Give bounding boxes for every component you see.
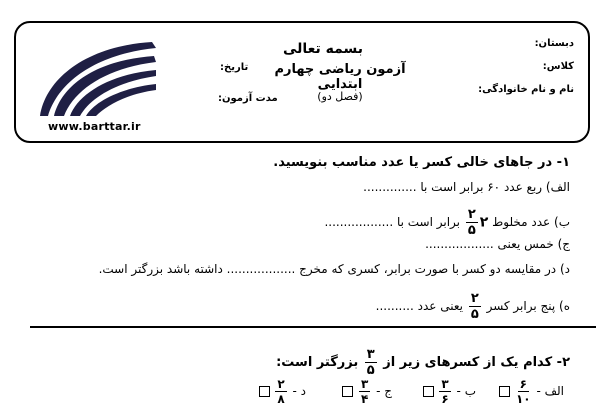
option-checkbox[interactable]: [499, 386, 510, 397]
name-label: نام و نام خانوادگی:: [478, 84, 574, 95]
section-divider: [30, 326, 596, 328]
q2-title-prefix: ۲- کدام یک از کسرهای زیر از: [383, 355, 570, 370]
option-checkbox[interactable]: [423, 386, 434, 397]
fraction-numerator: ۳: [360, 377, 369, 391]
fraction-denominator: ۵: [366, 363, 375, 378]
question-1-item-d: د) در مقایسه دو کسر با صورت برابر، کسری که مخرج .................. داشته باشد بزرگتر است.: [98, 262, 570, 276]
option-a[interactable]: [493, 378, 564, 405]
fraction-numerator: ۳: [366, 347, 375, 362]
question-1-item-a: الف) ربع عدد ۶۰ برابر است با ..............: [363, 180, 570, 194]
option-fraction: [275, 378, 286, 405]
item-b-prefix: ب) عدد مخلوط: [492, 215, 570, 229]
question-2-title: [276, 348, 570, 377]
option-label: ب -: [456, 384, 476, 398]
fraction-denominator: ۵: [467, 223, 476, 238]
mixed-number-whole: ۲: [479, 214, 489, 231]
question-2-options: [240, 377, 564, 406]
season-label: (فصل دو): [317, 90, 363, 103]
option-c[interactable]: [336, 378, 392, 405]
item-e-suffix: یعنی عدد ..........: [375, 299, 463, 313]
fraction-denominator: ۸: [277, 392, 285, 406]
fraction-denominator: ۵: [470, 307, 479, 322]
q2-title-fraction: [365, 348, 377, 377]
option-label: الف -: [536, 384, 564, 398]
fraction-numerator: ۲: [470, 291, 479, 306]
option-checkbox[interactable]: [259, 386, 270, 397]
fraction-denominator: ۶: [441, 392, 449, 406]
duration-label: مدت آزمون:: [218, 93, 278, 104]
date-label: تاریخ:: [220, 62, 249, 73]
question-1-item-b: [324, 208, 570, 237]
item-e-prefix: ه) پنج برابر کسر: [486, 299, 570, 313]
option-checkbox[interactable]: [342, 386, 353, 397]
item-b-suffix: برابر است با ..................: [324, 215, 460, 229]
fraction-numerator: ۶: [519, 377, 527, 391]
school-label: دبستان:: [534, 38, 574, 49]
class-label: کلاس:: [542, 61, 574, 72]
option-label: ج -: [376, 384, 392, 398]
website-url: www.barttar.ir: [48, 120, 141, 133]
fraction-numerator: ۲: [277, 377, 285, 391]
q2-title-suffix: بزرگتر است:: [276, 355, 359, 370]
fraction-numerator: ۲: [467, 207, 476, 222]
question-1-item-e: [376, 292, 570, 321]
mixed-number-fraction: [466, 208, 478, 237]
barttar-logo: [32, 38, 172, 123]
option-fraction: [516, 378, 531, 405]
exam-name: آزمون ریاضی چهارم ابتدایی: [274, 62, 406, 92]
option-b[interactable]: [417, 378, 476, 405]
fraction-denominator: ۱۰: [515, 392, 531, 406]
fraction-numerator: ۳: [441, 377, 449, 391]
question-1-title: ۱- در جاهای خالی کسر یا عدد مناسب بنویسید.: [273, 155, 570, 170]
option-fraction: [439, 378, 450, 405]
item-e-fraction: [469, 292, 481, 321]
question-1-item-c: ج) خمس یعنی ..................: [425, 237, 570, 251]
option-d[interactable]: [253, 378, 306, 405]
page-title: بسمه تعالی: [282, 41, 364, 57]
option-label: د -: [292, 384, 306, 398]
option-fraction: [359, 378, 370, 405]
fraction-denominator: ۴: [360, 392, 369, 406]
